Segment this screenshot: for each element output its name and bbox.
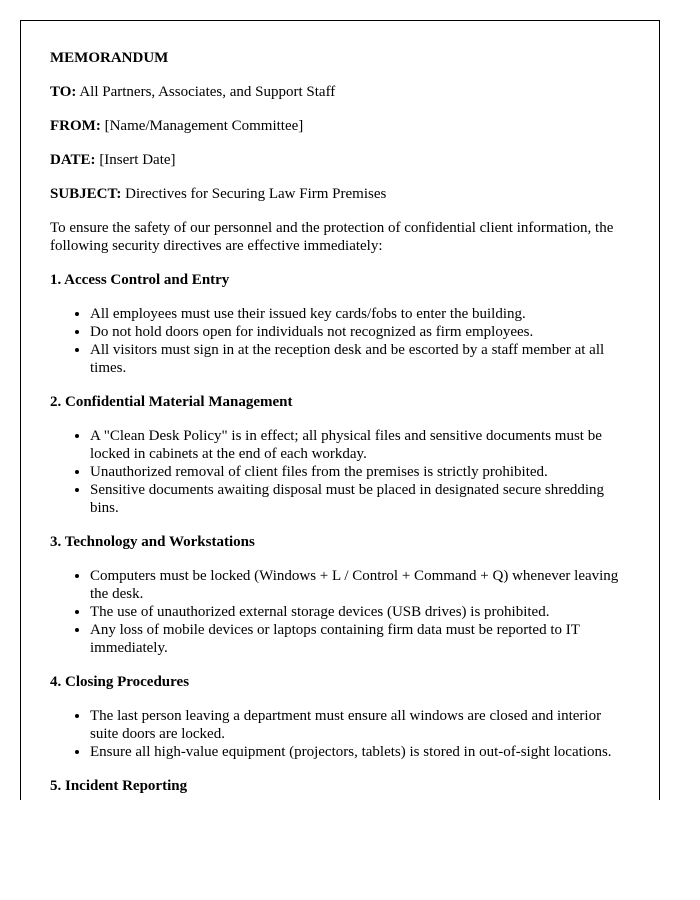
- section-heading-incident-reporting: 5. Incident Reporting: [50, 778, 188, 794]
- list-item: • All employees must use their issued key cards/fobs to enter the building.: [90, 305, 630, 323]
- list-item: • Ensure all high-value equipment (projectors, tablets) is stored in out-of-sight locations.: [90, 743, 630, 761]
- list-item: • Any loss of mobile devices or laptops containing firm data must be reported to IT immediately.: [90, 621, 630, 657]
- section-list-access-control: [50, 305, 630, 377]
- section-heading-technology: 3. Technology and Workstations: [50, 534, 255, 550]
- list-item: • A "Clean Desk Policy" is in effect; all physical files and sensitive documents must be locked in cabinets at the end of each workday.: [90, 427, 630, 463]
- memo-document: [20, 20, 660, 800]
- section-list-confidential-material: [50, 427, 630, 517]
- subject-label: SUBJECT:: [50, 186, 122, 202]
- list-item: • The last person leaving a department must ensure all windows are closed and interior suite doors are locked.: [90, 707, 630, 743]
- section-list-closing-procedures: [50, 707, 630, 761]
- list-item: • Sensitive documents awaiting disposal must be placed in designated secure shredding bins.: [90, 481, 630, 517]
- memo-to: [50, 83, 630, 101]
- from-value: [Name/Management Committee]: [104, 118, 304, 134]
- subject-value: Directives for Securing Law Firm Premises: [125, 186, 387, 202]
- date-value: [Insert Date]: [99, 152, 176, 168]
- section-heading-access-control: 1. Access Control and Entry: [50, 272, 230, 288]
- section-heading-closing-procedures: 4. Closing Procedures: [50, 674, 190, 690]
- memo-subject: [50, 185, 630, 203]
- section-list-technology: [50, 567, 630, 657]
- list-item: • Do not hold doors open for individuals not recognized as firm employees.: [90, 323, 630, 341]
- list-item: • The use of unauthorized external storage devices (USB drives) is prohibited.: [90, 603, 630, 621]
- list-item: • All visitors must sign in at the reception desk and be escorted by a staff member at all times.: [90, 341, 630, 377]
- list-item: • Computers must be locked (Windows + L / Control + Command + Q) whenever leaving the desk.: [90, 567, 630, 603]
- memo-intro: To ensure the safety of our personnel and the protection of confidential client information, the following security directives are effective immediately:: [50, 220, 614, 254]
- memo-from: [50, 117, 630, 135]
- to-value: All Partners, Associates, and Support Staff: [79, 84, 336, 100]
- to-label: TO:: [50, 84, 77, 100]
- memo-title: MEMORANDUM: [50, 50, 169, 66]
- section-heading-confidential-material: 2. Confidential Material Management: [50, 394, 293, 410]
- date-label: DATE:: [50, 152, 96, 168]
- from-label: FROM:: [50, 118, 101, 134]
- memo-date: [50, 151, 630, 169]
- list-item: • Unauthorized removal of client files from the premises is strictly prohibited.: [90, 463, 630, 481]
